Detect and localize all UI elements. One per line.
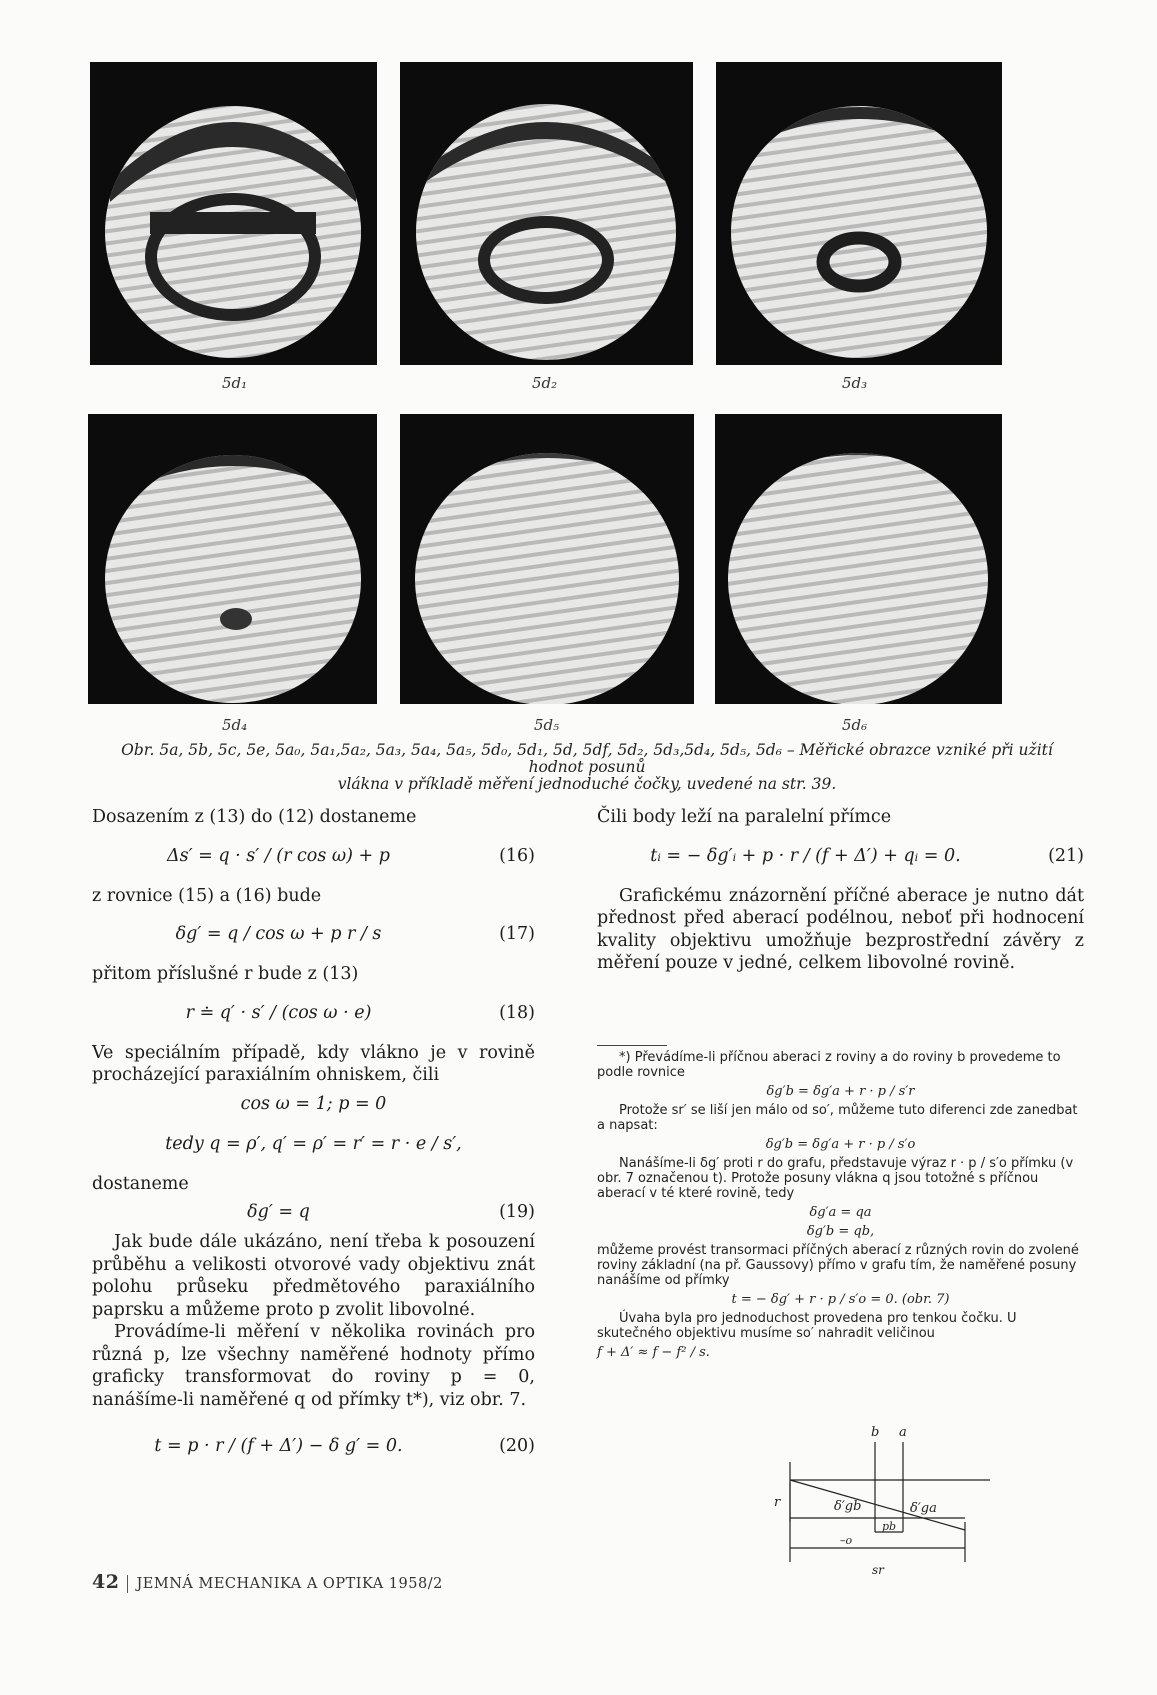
footnote-eq-6: f + Δ′ ≈ f − f² / s. — [597, 1345, 710, 1360]
equation-20-number: (20) — [499, 1436, 535, 1456]
diagram-label-dga: δ′ga — [910, 1501, 937, 1516]
left-column — [92, 806, 535, 1475]
left-paragraph-5: dostaneme — [92, 1173, 189, 1194]
interferogram-5d1 — [90, 62, 377, 365]
diagram-label-dgb: δ′gb — [834, 1499, 862, 1514]
interferogram-5d6 — [715, 414, 1002, 704]
equation-21-number: (21) — [1048, 845, 1084, 866]
footnote-eq-3: δg′a = qa — [809, 1205, 872, 1220]
label-5d4: 5d₄ — [222, 716, 248, 734]
left-paragraph-1: Dosazením z (13) do (12) dostaneme — [92, 807, 417, 827]
equation-tedy-body: tedy q = ρ′, q′ = ρ′ = r′ = r · e / s′, — [165, 1133, 462, 1154]
footnote-text-4: můžeme provést transormaci příčných aberací z různých rovin do zvolené roviny základní (na př. Gaussovy) přímo v grafu tím, že naměřené posuny nanášíme od přímky — [597, 1243, 1079, 1288]
equation-cos-body: cos ω = 1; p = 0 — [240, 1093, 387, 1114]
interferogram-5d4 — [88, 414, 377, 704]
right-paragraph-2: Grafickému znázornění příčné aberace je nutno dát přednost před aberací podélnou, neboť při hodnocení kvality objektivu umožňuje bezprostřední závěry z měření pouze v jedné, celkem libovolné rovině. — [597, 885, 1084, 973]
diagram-label-pb: pb — [882, 1520, 897, 1533]
left-paragraph-3: přitom příslušné r bude z (13) — [92, 964, 359, 984]
footnote-eq-1: δg′b = δg′a + r · p / s′r — [766, 1084, 915, 1099]
footnote-text-2: Protože sr′ se liší jen málo od so′, můžeme tuto diferenci zde zanedbat a napsat: — [597, 1103, 1078, 1133]
equation-18-number: (18) — [499, 1002, 535, 1023]
footnote-eq-2: δg′b = δg′a + r · p / s′o — [765, 1137, 916, 1152]
equation-18-body: r ≐ q′ · s′ / (cos ω · e) — [185, 1002, 372, 1023]
equation-17-body: δg′ = q / cos ω + p r / s — [175, 924, 382, 944]
equation-20-body: t = p · r / (f + Δ′) − δ g′ = 0. — [154, 1436, 403, 1456]
left-paragraph-7: Provádíme-li měření v několika rovinách pro různá p, lze všechny naměřené hodnoty přímo graficky transformovat do roviny p = 0, nanášíme-li naměřené q od přímky t*), viz obr. 7. — [92, 1322, 535, 1410]
equation-16-number: (16) — [499, 845, 535, 866]
interferogram-5d3 — [716, 62, 1002, 365]
page-footer — [92, 1571, 443, 1593]
footnote-rule — [597, 1045, 667, 1046]
interferogram-5d2 — [400, 62, 693, 365]
footnote-eq-4: δg′b = qb, — [806, 1224, 875, 1239]
photo-5d5 — [400, 414, 694, 704]
label-5d6: 5d₆ — [842, 716, 868, 734]
equation-18 — [92, 992, 535, 1036]
label-5d1: 5d₁ — [222, 374, 248, 392]
page-number: 42 — [92, 1571, 120, 1593]
footnote-eq-5: t = − δg′ + r · p / s′o = 0. (obr. 7) — [731, 1292, 950, 1307]
equation-19 — [92, 1201, 535, 1225]
equation-16-body: Δs′ = q · s′ / (r cos ω) + p — [167, 845, 390, 866]
right-column — [597, 806, 1084, 975]
photo-5d1 — [90, 62, 377, 365]
diagram-label-po: –o — [840, 1534, 853, 1547]
caption-line-1: Obr. 5a, 5b, 5c, 5e, 5a₀, 5a₁,5a₂, 5a₃, 5a₄, 5a₅, 5d₀, 5d₁, 5d, 5df, 5d₂, 5d₃,5d₄, 5d₅, 5d₆ – Měřické obrazce vzniké při užití hodnot posunů — [121, 741, 1053, 776]
equation-17-number: (17) — [499, 924, 535, 944]
right-paragraph-1: Čili body leží na paralelní přímce — [597, 807, 892, 827]
diagram-label-sr: sr — [872, 1563, 884, 1577]
footnote-text-5: Úvaha byla pro jednoduchost provedena pro tenkou čočku. U skutečného objektivu musíme so′ nahradit veličinou — [597, 1311, 1017, 1341]
caption-line-2: vlákna v příkladě měření jednoduché čočky, uvedené na str. 39. — [337, 775, 837, 793]
photo-5d3 — [716, 62, 1002, 365]
equation-19-body: δg′ = q — [247, 1202, 310, 1222]
equation-tedy — [92, 1123, 535, 1167]
equation-16 — [92, 835, 535, 879]
diagram-ray — [790, 1480, 965, 1530]
left-paragraph-6: Jak bude dále ukázáno, není třeba k posouzení průběhu a velikosti otvorové vady objektivu znát polohu průseku předmětového paraxiálního paprsku a můžeme proto p zvolit libovolné. — [92, 1232, 535, 1320]
footnote-text-3: Nanášíme-li δg′ proti r do grafu, představuje výraz r · p / s′o přímku (v obr. 7 označenou t). Protože posuny vlákna q jsou totožné s příčnou aberací v té které rovině, tedy — [597, 1156, 1074, 1201]
photo-5d4 — [88, 414, 377, 704]
equation-17 — [92, 913, 535, 957]
equation-21 — [597, 835, 1084, 879]
left-paragraph-2: z rovnice (15) a (16) bude — [92, 885, 322, 906]
footnote-text-1: *) Převádíme-li příčnou aberaci z roviny a do roviny b provedeme to podle rovnice — [597, 1050, 1061, 1080]
diagram-label-r: r — [774, 1495, 781, 1510]
interferogram-5d5 — [400, 414, 694, 704]
equation-20 — [92, 1425, 535, 1469]
photo-5d6 — [715, 414, 1002, 704]
footer-divider — [127, 1575, 128, 1593]
figure-caption — [92, 742, 1082, 793]
diagram-obr-7 — [760, 1422, 1000, 1582]
label-5d2: 5d₂ — [532, 374, 558, 392]
label-5d3: 5d₃ — [842, 374, 868, 392]
diagram-label-a: a — [899, 1425, 907, 1440]
equation-21-body: tᵢ = − δg′ᵢ + p · r / (f + Δ′) + qᵢ = 0. — [650, 845, 961, 866]
equation-19-number: (19) — [499, 1202, 535, 1222]
photo-5d2 — [400, 62, 693, 365]
footnote — [597, 1050, 1084, 1364]
diagram-label-b: b — [871, 1425, 880, 1440]
equation-cos — [92, 1093, 535, 1117]
left-paragraph-4: Ve speciálním případě, kdy vlákno je v rovině procházející paraxiálním ohniskem, čili — [92, 1042, 535, 1085]
label-5d5: 5d₅ — [534, 716, 560, 734]
journal-name: JEMNÁ MECHANIKA A OPTIKA 1958/2 — [136, 1576, 443, 1592]
